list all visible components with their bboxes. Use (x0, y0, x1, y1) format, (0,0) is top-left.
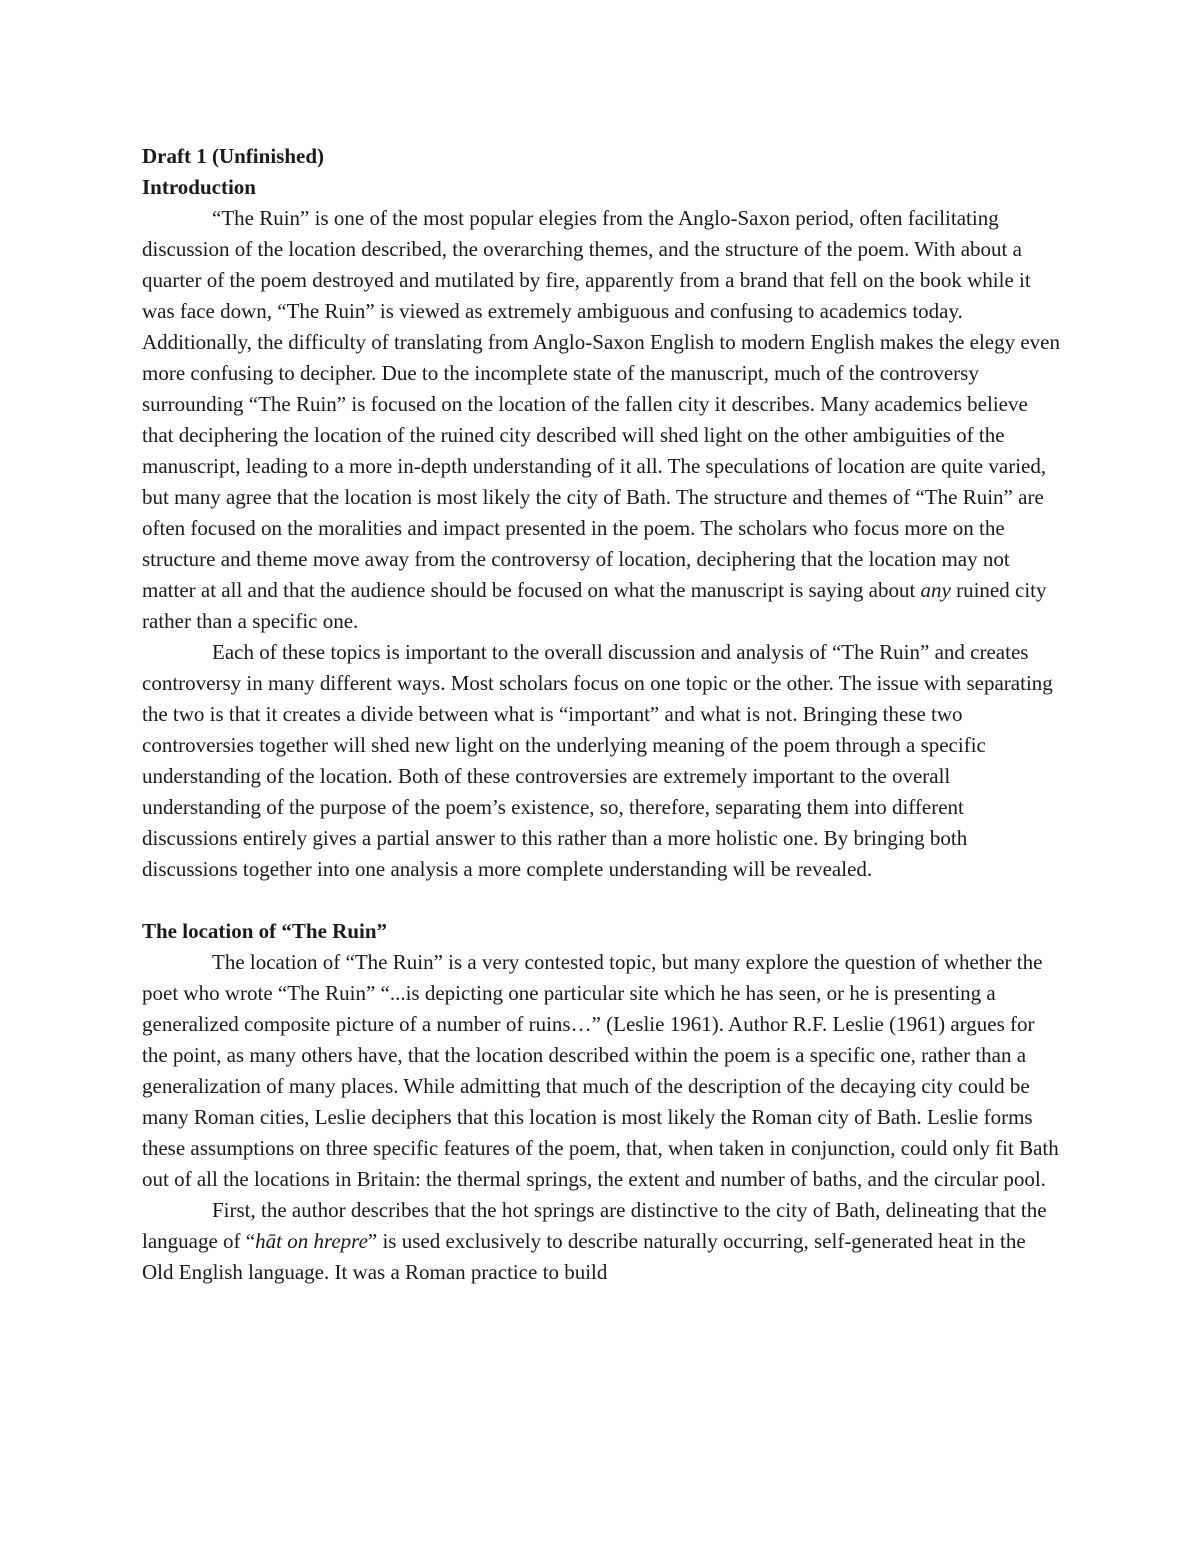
section-spacer (142, 885, 1062, 916)
emphasis-text: hāt on hrepre (255, 1229, 368, 1253)
paragraph-text: “The Ruin” is one of the most popular elegies from the Anglo-Saxon period, often facilitating discussion of the location described, the overarching themes, and the structure of the poem. With about a quarter of the poem destroyed and mutilated by fire, apparently from a brand that fell on the book while it was face down, “The Ruin” is viewed as extremely ambiguous and confusing to academics today. Additionally, the difficulty of translating from Anglo-Saxon English to modern English makes the elegy even more confusing to decipher. Due to the incomplete state of the manuscript, much of the controversy surrounding “The Ruin” is focused on the location of the fallen city it describes. Many academics believe that deciphering the location of the ruined city described will shed light on the other ambiguities of the manuscript, leading to a more in-depth understanding of it all. The speculations of location are quite varied, but many agree that the location is most likely the city of Bath. The structure and themes of “The Ruin” are often focused on the moralities and impact presented in the poem. The scholars who focus more on the structure and theme move away from the controversy of location, deciphering that the location may not matter at all and that the audience should be focused on what the manuscript is saying about (142, 206, 1061, 602)
location-paragraph-1: The location of “The Ruin” is a very contested topic, but many explore the question of whether the poet who wrote “The Ruin” “...is depicting one particular site which he has seen, or he is presenting a generalized composite picture of a number of ruins…” (Leslie 1961). Author R.F. Leslie (1961) argues for the point, as many others have, that the location described within the poem is a specific one, rather than a generalization of many places. While admitting that much of the description of the decaying city could be many Roman cities, Leslie deciphers that this location is most likely the Roman city of Bath. Leslie forms these assumptions on three specific features of the poem, that, when taken in conjunction, could only fit Bath out of all the locations in Britain: the thermal springs, the extent and number of baths, and the circular pool. (142, 950, 1059, 1191)
section-heading-location: The location of “The Ruin” (142, 919, 388, 943)
document-page (142, 141, 1062, 1288)
intro-paragraph-1 (142, 203, 1062, 637)
emphasis-text: any (920, 578, 951, 602)
section-heading-introduction: Introduction (142, 175, 256, 199)
location-paragraph-2 (142, 1195, 1062, 1288)
intro-paragraph-2: Each of these topics is important to the overall discussion and analysis of “The Ruin” and creates controversy in many different ways. Most scholars focus on one topic or the other. The issue with separating the two is that it creates a divide between what is “important” and what is not. Bringing these two controversies together will shed new light on the underlying meaning of the poem through a specific understanding of the location. Both of these controversies are extremely important to the overall understanding of the purpose of the poem’s existence, so, therefore, separating them into different discussions entirely gives a partial answer to this rather than a more holistic one. By bringing both discussions together into one analysis a more complete understanding will be revealed. (142, 640, 1053, 881)
paragraph-text: First, the author describes that the hot springs are distinctive to the city of Bath, delineating that the language of “ (142, 1198, 1047, 1253)
paragraph-text: ruined city rather than a specific one. (142, 578, 1047, 633)
document-title: Draft 1 (Unfinished) (142, 144, 324, 168)
paragraph-text: ” is used exclusively to describe naturally occurring, self-generated heat in the Old English language. It was a Roman practice to build (142, 1229, 1026, 1284)
